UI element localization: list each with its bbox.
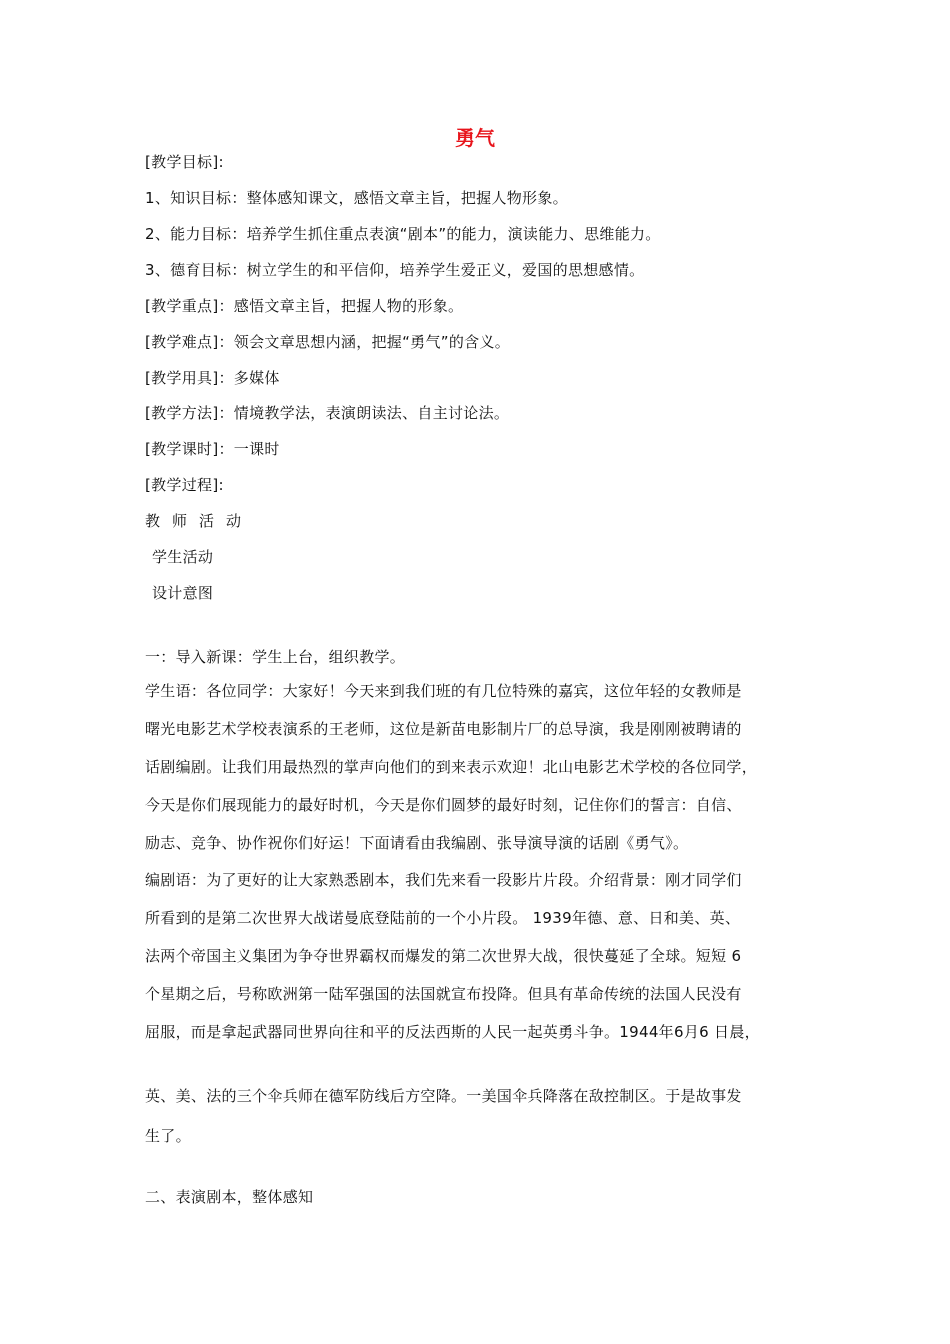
paragraph-line: 法两个帝国主义集团为争夺世界霸权而爆发的第二次世界大战，很快蔓延了全球。短短 6 bbox=[145, 947, 742, 965]
column-design-intent: 设计意图 bbox=[152, 584, 214, 602]
column-teacher-activity: 教师活动 bbox=[145, 512, 254, 530]
paragraph-line: 编剧语：为了更好的让大家熟悉剧本，我们先来看一段影片片段。介绍背景：刚才同学们 bbox=[145, 871, 742, 889]
section-heading-process: [教学过程]: bbox=[145, 476, 224, 494]
teaching-key-point: [教学重点]：感悟文章主旨，把握人物的形象。 bbox=[145, 297, 464, 315]
paragraph-line: 所看到的是第二次世界大战诺曼底登陆前的一个小片段。 1939年德、意、日和美、英、 bbox=[145, 909, 741, 927]
part-two-heading: 二、表演剧本，整体感知 bbox=[145, 1188, 314, 1206]
teaching-methods: [教学方法]：情境教学法，表演朗读法、自主讨论法。 bbox=[145, 404, 510, 422]
objective-knowledge: 1、知识目标：整体感知课文，感悟文章主旨，把握人物形象。 bbox=[145, 189, 568, 207]
paragraph-line: 屈服，而是拿起武器同世界向往和平的反法西斯的人民一起英勇斗争。1944年6月6 日晨， bbox=[145, 1023, 760, 1041]
paragraph-line: 话剧编剧。让我们用最热烈的掌声向他们的到来表示欢迎！北山电影艺术学校的各位同学， bbox=[145, 758, 758, 776]
part-one-heading: 一：导入新课：学生上台，组织教学。 bbox=[145, 648, 406, 666]
document-title: 勇气 bbox=[455, 126, 495, 150]
paragraph-line: 生了。 bbox=[145, 1127, 191, 1145]
paragraph-line: 个星期之后，号称欧洲第一陆军强国的法国就宣布投降。但具有革命传统的法国人民没有 bbox=[145, 985, 742, 1003]
paragraph-line: 今天是你们展现能力的最好时机，今天是你们圆梦的最好时刻，记住你们的誓言：自信、 bbox=[145, 796, 742, 814]
column-student-activity: 学生活动 bbox=[152, 548, 214, 566]
paragraph-line: 曙光电影艺术学校表演系的王老师，这位是新苗电影制片厂的总导演，我是刚刚被聘请的 bbox=[145, 720, 742, 738]
paragraph-line: 励志、竞争、协作祝你们好运！下面请看由我编剧、张导演导演的话剧《勇气》。 bbox=[145, 834, 689, 852]
objective-ability: 2、能力目标：培养学生抓住重点表演“剧本”的能力，演读能力、思维能力。 bbox=[145, 225, 661, 243]
teaching-hours: [教学课时]：一课时 bbox=[145, 440, 280, 458]
teaching-tools: [教学用具]：多媒体 bbox=[145, 369, 280, 387]
section-heading-objectives: [教学目标]: bbox=[145, 153, 224, 171]
teaching-difficulty: [教学难点]：领会文章思想内涵，把握“勇气”的含义。 bbox=[145, 333, 511, 351]
paragraph-line: 英、美、法的三个伞兵师在德军防线后方空降。一美国伞兵降落在敌控制区。于是故事发 bbox=[145, 1087, 742, 1105]
objective-moral: 3、德育目标：树立学生的和平信仰，培养学生爱正义，爱国的思想感情。 bbox=[145, 261, 645, 279]
paragraph-line: 学生语：各位同学：大家好！今天来到我们班的有几位特殊的嘉宾，这位年轻的女教师是 bbox=[145, 682, 742, 700]
